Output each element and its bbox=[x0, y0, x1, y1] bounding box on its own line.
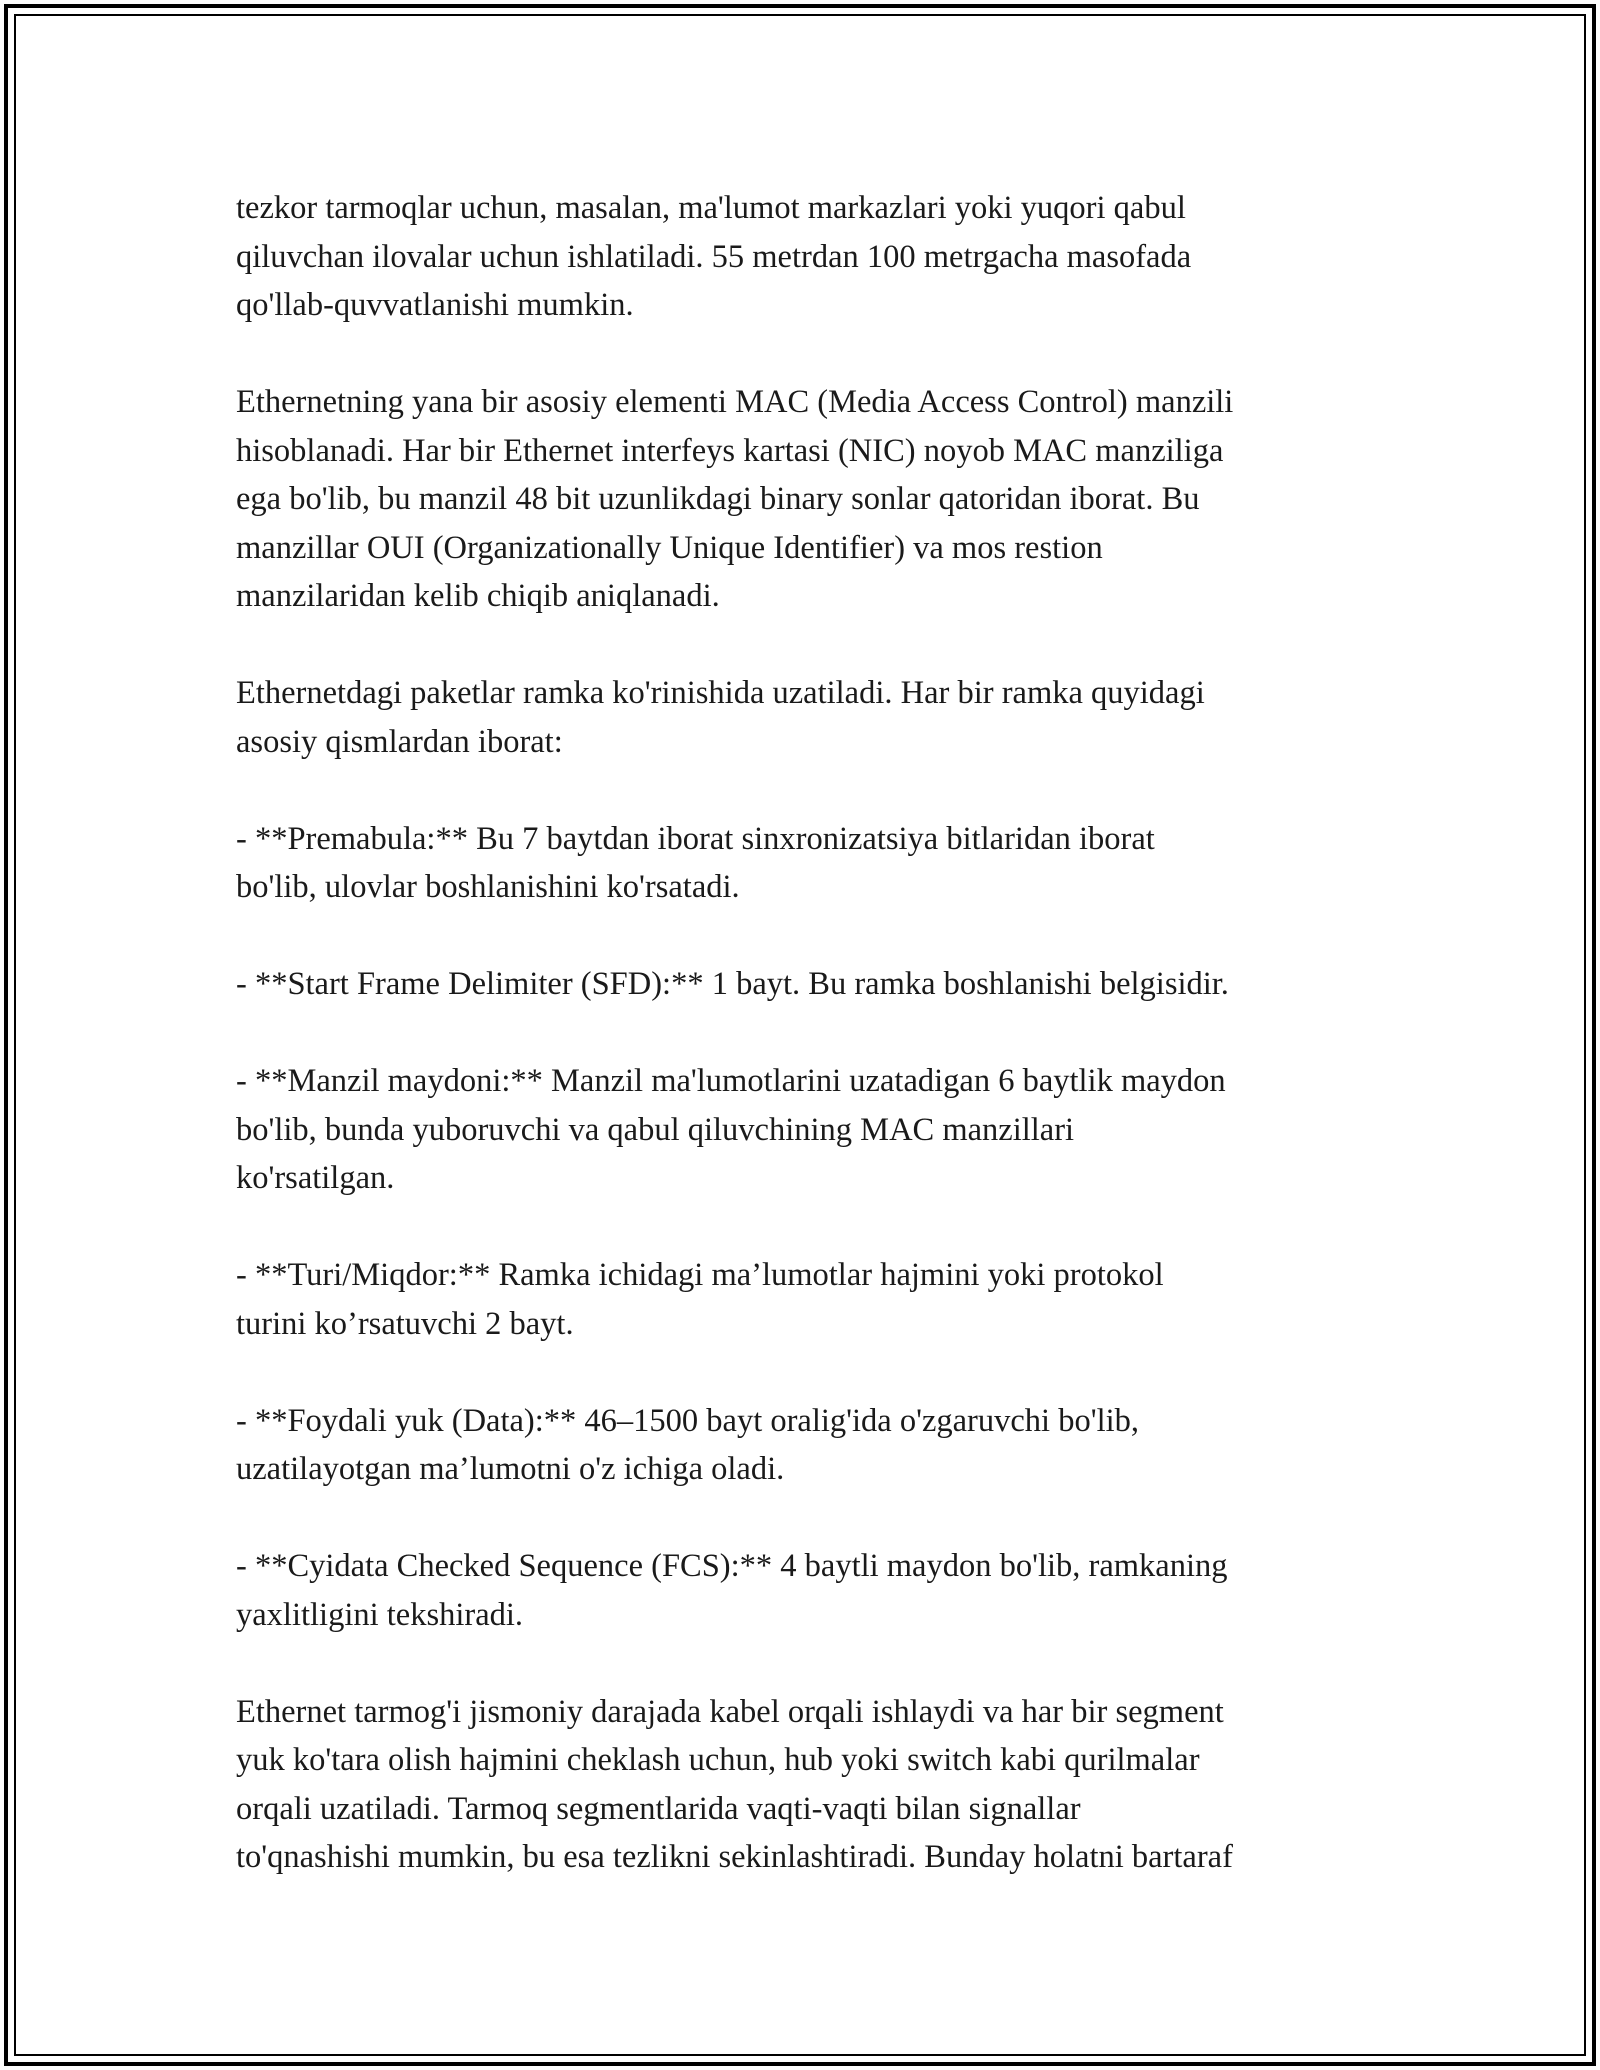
paragraph-frame-intro: Ethernetdagi paketlar ramka ko'rinishida uzatiladi. Har bir ramka quyidagi asosiy qismlardan iborat: bbox=[236, 675, 1205, 760]
list-item-preamble: - **Premabula:** Bu 7 baytdan iborat sinxronizatsiya bitlaridan iborat bo'lib, ulovlar boshlanishini ko'rsatadi. bbox=[236, 820, 1155, 905]
paragraph-physical-layer: Ethernet tarmog'i jismoniy darajada kabel orqali ishlaydi va har bir segment yuk ko'tara olish hajmini cheklash uchun, hub yoki switch kabi qurilmalar orqali uzatiladi. Tarmoq segmentlarida vaqti-vaqti bilan signallar to'qnashishi mumkin, bu esa tezlikni sekinlashtiradi. Bunday holatni bartaraf bbox=[236, 1693, 1233, 1875]
list-item-type-length: - **Turi/Miqdor:** Ramka ichidagi ma’lumotlar hajmini yoki protokol turini ko’rsatuvchi 2 bayt. bbox=[236, 1257, 1164, 1342]
document-body bbox=[236, 184, 1376, 1882]
list-item-address-field: - **Manzil maydoni:** Manzil ma'lumotlarini uzatadigan 6 baytlik maydon bo'lib, bunda yuboruvchi va qabul qiluvchining MAC manzillari ko'rsatilgan. bbox=[236, 1063, 1226, 1196]
list-item-fcs: - **Cyidata Checked Sequence (FCS):** 4 baytli maydon bo'lib, ramkaning yaxlitligini tekshiradi. bbox=[236, 1548, 1228, 1633]
list-item-payload: - **Foydali yuk (Data):** 46–1500 bayt oralig'ida o'zgaruvchi bo'lib, uzatilayotgan ma’lumotni o'z ichiga oladi. bbox=[236, 1402, 1140, 1487]
paragraph-mac-address: Ethernetning yana bir asosiy elementi MAC (Media Access Control) manzili hisoblanadi. Har bir Ethernet interfeys kartasi (NIC) noyob MAC manziliga ega bo'lib, bu manzil 48 bit uzunlikdagi binary sonlar qatoridan iborat. Bu manzillar OUI (Organizationally Unique Identifier) va mos restion manzilaridan kelib chiqib aniqlanadi. bbox=[236, 384, 1234, 614]
list-item-sfd: - **Start Frame Delimiter (SFD):** 1 bayt. Bu ramka boshlanishi belgisidir. bbox=[236, 966, 1229, 1002]
paragraph-fast-networks: tezkor tarmoqlar uchun, masalan, ma'lumot markazlari yoki yuqori qabul qiluvchan ilovalar uchun ishlatiladi. 55 metrdan 100 metrgacha masofada qo'llab-quvvatlanishi mumkin. bbox=[236, 190, 1192, 323]
